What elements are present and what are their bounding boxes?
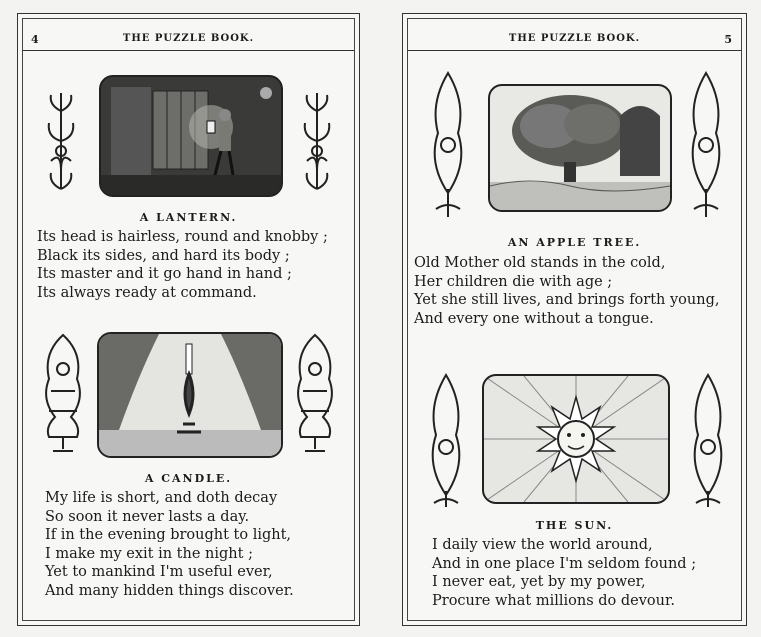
lantern-scene [101, 77, 281, 195]
verse-line: Yet she still lives, and brings forth young, [414, 292, 720, 308]
header-rule [408, 50, 741, 51]
ornament-left-1-icon [45, 91, 77, 191]
right-running-title: THE PUZZLE BOOK. [508, 33, 641, 44]
candle-verse [45, 489, 294, 600]
verse-line: I never eat, yet by my power, [432, 574, 646, 590]
right-page-number: 5 [724, 33, 733, 46]
verse-line: And in one place I'm seldom found ; [432, 555, 697, 572]
ornament-left-3-icon [426, 371, 466, 511]
left-page-frame [22, 18, 355, 621]
verse-line: And many hidden things discover. [45, 582, 294, 599]
verse-line: I make my exit in the night ; [45, 545, 253, 562]
candle-scene [99, 334, 281, 456]
sun-scene [484, 376, 668, 502]
sun-verse [432, 536, 696, 610]
right-page [402, 13, 747, 626]
verse-line: Black its sides, and hard its body ; [37, 247, 290, 264]
apple-tree-illustration [488, 84, 672, 212]
candle-illustration [97, 332, 283, 458]
vase-ornament-right-icon [293, 331, 337, 455]
verse-line: I daily view the world around, [432, 537, 653, 553]
lantern-verse [37, 228, 328, 302]
right-page-frame [407, 18, 742, 621]
right-page-header [408, 19, 741, 51]
left-running-title: THE PUZZLE BOOK. [122, 33, 255, 44]
lantern-illustration [99, 75, 283, 197]
sun-illustration [482, 374, 670, 504]
ornament-right-2-icon [686, 69, 726, 221]
ornament-right-1-icon [301, 91, 333, 191]
ornament-left-2-icon [428, 69, 468, 221]
apple-tree-verse [414, 254, 719, 328]
lantern-caption: A LANTERN. [139, 211, 238, 224]
verse-line: If in the evening brought to light, [45, 527, 292, 543]
verse-line: Procure what millions do devour. [432, 592, 675, 609]
verse-line: Its head is hairless, round and knobby ; [37, 229, 328, 245]
verse-line: So soon it never lasts a day. [45, 508, 250, 525]
verse-line: Yet to mankind I'm useful ever, [45, 564, 273, 580]
candle-caption: A CANDLE. [144, 472, 233, 485]
left-page-header [23, 19, 354, 51]
apple-tree-caption: AN APPLE TREE. [507, 236, 642, 249]
left-page [17, 13, 360, 626]
verse-line: Her children die with age ; [414, 273, 613, 290]
verse-line: Its master and it go hand in hand ; [37, 266, 292, 282]
vase-ornament-left-icon [41, 331, 85, 455]
apple-tree-scene [490, 86, 670, 210]
left-page-number: 4 [31, 33, 40, 46]
verse-line: Old Mother old stands in the cold, [414, 255, 666, 271]
verse-line: My life is short, and doth decay [45, 490, 278, 506]
verse-line: And every one without a tongue. [414, 310, 654, 327]
ornament-right-3-icon [688, 371, 728, 511]
header-rule [23, 50, 354, 51]
verse-line: Its always ready at command. [37, 284, 257, 301]
sun-caption: THE SUN. [535, 519, 614, 532]
